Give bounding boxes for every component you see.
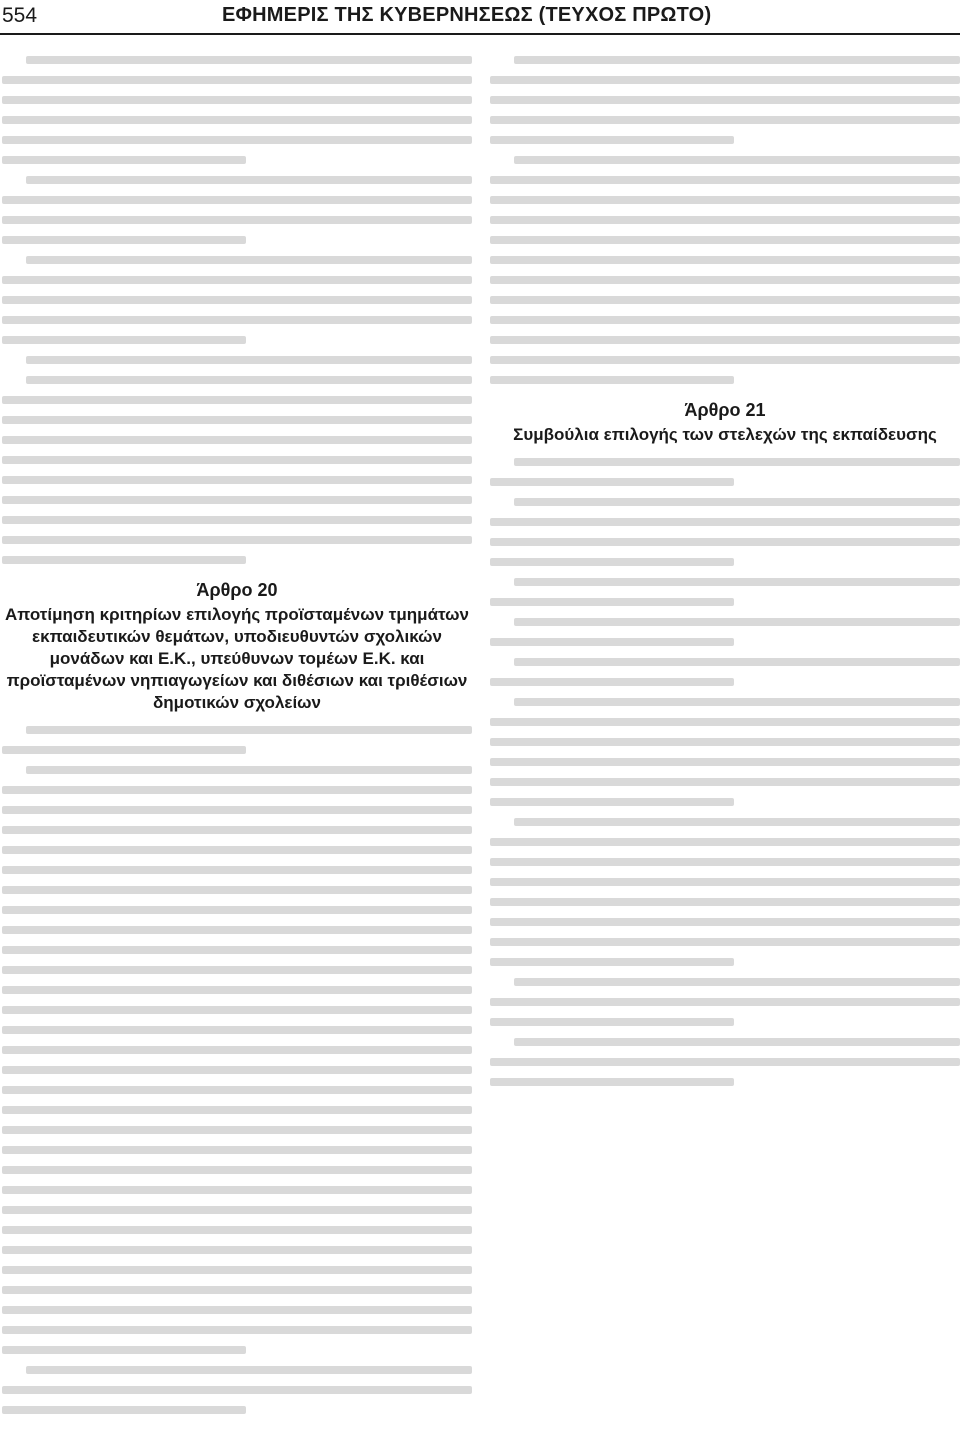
text-line (514, 578, 960, 586)
text-line (2, 866, 472, 874)
text-line (2, 216, 472, 224)
text-line (490, 136, 734, 144)
text-line (490, 96, 960, 104)
text-line (2, 136, 472, 144)
text-line (490, 1058, 960, 1066)
text-line (2, 1386, 472, 1394)
text-line (490, 858, 960, 866)
text-line (2, 906, 472, 914)
text-line (2, 1226, 472, 1234)
text-line (490, 798, 734, 806)
text-line (490, 898, 960, 906)
text-line (490, 938, 960, 946)
text-line (2, 196, 472, 204)
text-line (2, 1206, 472, 1214)
paragraph (2, 376, 472, 564)
text-line (2, 1106, 472, 1114)
text-line (490, 276, 960, 284)
text-line (490, 336, 960, 344)
text-line (2, 456, 472, 464)
page-number: 554 (2, 4, 38, 27)
right-column (490, 44, 960, 1424)
paragraph (490, 156, 960, 384)
text-line (490, 598, 734, 606)
paragraph (2, 766, 472, 1354)
text-line (2, 156, 246, 164)
paragraph (490, 658, 960, 686)
text-line (2, 1006, 472, 1014)
text-line (490, 518, 960, 526)
text-line (2, 496, 472, 504)
text-line (490, 196, 960, 204)
text-line (2, 316, 472, 324)
text-line (490, 998, 960, 1006)
text-line (490, 216, 960, 224)
text-line (514, 56, 960, 64)
text-line (490, 878, 960, 886)
paragraph (490, 578, 960, 606)
paragraph (490, 458, 960, 486)
text-line (514, 1038, 960, 1046)
text-line (2, 76, 472, 84)
text-line (490, 558, 734, 566)
text-line (490, 718, 960, 726)
text-line (26, 1366, 472, 1374)
text-line (514, 818, 960, 826)
text-line (514, 156, 960, 164)
text-line (2, 276, 472, 284)
text-line (2, 1066, 472, 1074)
text-line (2, 826, 472, 834)
text-line (26, 766, 472, 774)
text-line (514, 658, 960, 666)
text-line (490, 778, 960, 786)
paragraph (2, 176, 472, 244)
text-line (490, 1018, 734, 1026)
text-line (490, 918, 960, 926)
text-line (490, 76, 960, 84)
text-line (514, 978, 960, 986)
text-line (2, 236, 246, 244)
text-line (2, 1406, 246, 1414)
text-line (2, 1306, 472, 1314)
text-line (2, 96, 472, 104)
header-rule (0, 33, 960, 35)
text-line (490, 1078, 734, 1086)
text-line (2, 946, 472, 954)
paragraph (2, 56, 472, 164)
text-line (2, 116, 472, 124)
article-number: Άρθρο 21 (684, 400, 766, 420)
text-line (490, 678, 734, 686)
text-line (26, 356, 472, 364)
paragraph (490, 618, 960, 646)
text-line (490, 758, 960, 766)
paragraph (490, 56, 960, 144)
text-line (490, 838, 960, 846)
text-line (2, 806, 472, 814)
text-line (26, 56, 472, 64)
text-line (490, 958, 734, 966)
text-line (2, 556, 246, 564)
text-line (2, 1026, 472, 1034)
text-line (514, 698, 960, 706)
text-line (2, 1286, 472, 1294)
text-line (26, 376, 472, 384)
text-line (490, 738, 960, 746)
paragraph (490, 698, 960, 806)
text-line (490, 638, 734, 646)
text-line (514, 618, 960, 626)
paragraph (490, 818, 960, 966)
text-line (490, 256, 960, 264)
gazette-masthead: ΕΦΗΜΕΡΙΣ ΤΗΣ ΚΥΒΕΡΝΗΣΕΩΣ (ΤΕΥΧΟΣ ΠΡΩΤΟ) (222, 4, 712, 26)
text-line (2, 1326, 472, 1334)
left-column (2, 44, 472, 1424)
text-line (2, 436, 472, 444)
text-line (2, 846, 472, 854)
page-header (0, 0, 960, 36)
paragraph (2, 1366, 472, 1414)
paragraph (490, 498, 960, 566)
text-line (2, 1146, 472, 1154)
text-line (2, 396, 472, 404)
text-line (2, 1346, 246, 1354)
article-heading-block (2, 578, 472, 714)
paragraph (490, 978, 960, 1026)
text-line (514, 498, 960, 506)
text-line (26, 256, 472, 264)
text-line (490, 356, 960, 364)
text-line (2, 1246, 472, 1254)
paragraph (490, 1038, 960, 1086)
text-line (2, 1166, 472, 1174)
text-line (2, 336, 246, 344)
text-line (514, 458, 960, 466)
text-line (2, 1046, 472, 1054)
text-line (2, 1086, 472, 1094)
text-line (490, 538, 960, 546)
text-line (490, 116, 960, 124)
text-line (26, 726, 472, 734)
text-line (2, 296, 472, 304)
article-heading-block (490, 398, 960, 446)
text-line (490, 176, 960, 184)
text-line (26, 176, 472, 184)
text-line (2, 1266, 472, 1274)
article-title: Συμβούλια επιλογής των στελεχών της εκπαίδευσης (513, 425, 937, 444)
text-line (490, 478, 734, 486)
paragraph (2, 356, 472, 364)
text-line (490, 236, 960, 244)
text-line (2, 1186, 472, 1194)
text-line (2, 416, 472, 424)
text-line (2, 926, 472, 934)
article-title: Αποτίμηση κριτηρίων επιλογής προϊσταμένων τμημάτων εκπαιδευτικών θεμάτων, υποδιευθυντών σχολικών μονάδων και Ε.Κ., υπεύθυνων τομέων Ε.Κ. και προϊσταμένων νηπιαγωγείων και διθέσιων και τριθέσιων δημοτικών σχολείων (5, 605, 469, 712)
text-line (2, 746, 246, 754)
text-line (2, 516, 472, 524)
text-line (490, 296, 960, 304)
text-line (2, 786, 472, 794)
text-line (2, 476, 472, 484)
paragraph (2, 256, 472, 344)
text-line (2, 886, 472, 894)
text-line (2, 536, 472, 544)
article-number: Άρθρο 20 (196, 580, 278, 600)
text-line (490, 376, 734, 384)
text-line (2, 1126, 472, 1134)
text-line (490, 316, 960, 324)
paragraph (2, 726, 472, 754)
text-line (2, 966, 472, 974)
text-line (2, 986, 472, 994)
